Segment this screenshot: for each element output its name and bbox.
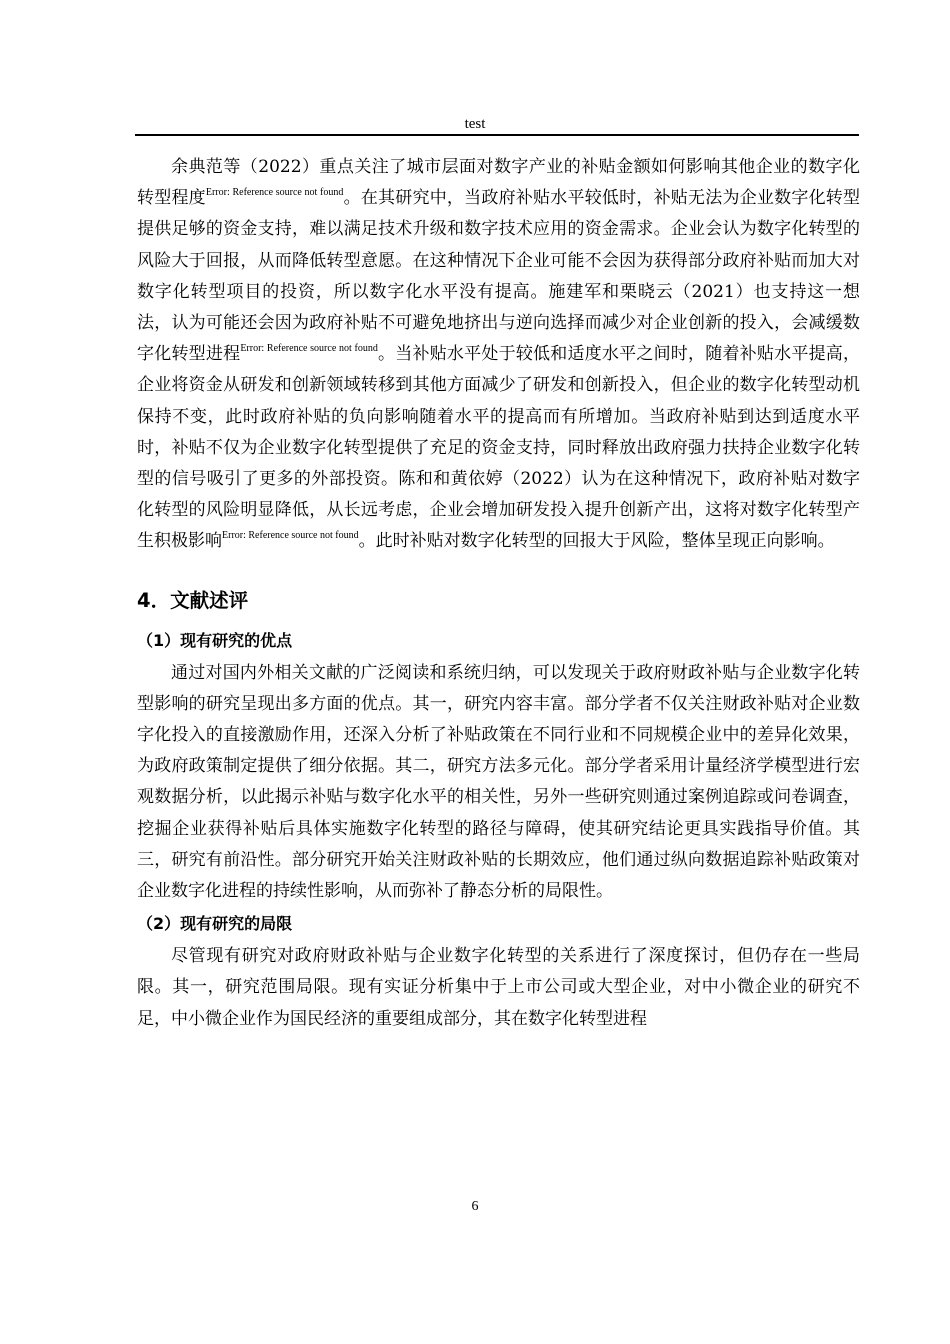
reference-error: Error: Reference source not found — [205, 187, 344, 199]
subsection-heading-strengths: （1）现有研究的优点 — [137, 630, 293, 650]
page-header-title: test — [464, 116, 486, 132]
reference-error: Error: Reference source not found — [222, 530, 359, 542]
header-rule — [135, 134, 859, 136]
subsection-heading-limitations: （2）现有研究的局限 — [137, 914, 293, 934]
document-body — [137, 152, 860, 1035]
page-number: 6 — [471, 1199, 479, 1214]
paragraph-text: 。当补贴水平处于较低和适度水平之间时，随着补贴水平提高，企业将资金从研发和创新领域转移到其他方面减少了研发和创新投入，但企业的数字化转型动机保持不变，此时政府补贴的负向影响随着水平的提高而有所增加。当政府补贴到达到适度水平时，补贴不仅为企业数字化转型提供了充足的资金支持，同时释放出政府强力扶持企业数字化转型的信号吸引了更多的外部投资。陈和和黄依婷（2022）认为在这种情况下，政府补贴对数字化转型的风险明显降低，从长远考虑，企业会增加研发投入提升创新产出，这将对数字化转型产生积极影响 — [137, 344, 861, 552]
paragraph-strengths: 通过对国内外相关文献的广泛阅读和系统归纳，可以发现关于政府财政补贴与企业数字化转型影响的研究呈现出多方面的优点。其一，研究内容丰富。部分学者不仅关注财政补贴对企业数字化投入的直接激励作用，还深入分析了补贴政策在不同行业和不同规模企业中的差异化效果，为政府政策制定提供了细分依据。其二，研究方法多元化。部分学者采用计量经济学模型进行宏观数据分析，以此揭示补贴与数字化水平的相关性，另外一些研究则通过案例追踪或问卷调查，挖掘企业获得补贴后具体实施数字化转型的路径与障碍，使其研究结论更具实践指导价值。其三，研究有前沿性。部分研究开始关注财政补贴的长期效应，他们通过纵向数据追踪补贴政策对企业数字化进程的持续性影响，从而弥补了静态分析的局限性。 — [137, 662, 860, 902]
paragraph-text: 。在其研究中，当政府补贴水平较低时，补贴无法为企业数字化转型提供足够的资金支持，难以满足技术升级和数字技术应用的资金需求。企业会认为数字化转型的风险大于回报，从而降低转型意愿。在这种情况下企业可能不会因为获得部分政府补贴而加大对数字化转型项目的投资，所以数字化水平没有提高。施建军和栗晓云（2021）也支持这一想法，认为可能还会因为政府补贴不可避免地挤出与逆向选择而减少对企业创新的投入，会减缓数字化转型进程 — [137, 188, 861, 365]
section-heading-literature-review: 4．文献述评 — [137, 588, 249, 612]
paragraph-text: 。此时补贴对数字化转型的回报大于风险，整体呈现正向影响。 — [358, 531, 835, 552]
reference-error: Error: Reference source not found — [240, 343, 378, 355]
paragraph-text: 余典范等（2022）重点关注了城市层面对数字产业的补贴金额如何影响其他企业的数字化转型程度 — [137, 157, 860, 209]
paragraph-subsidy-levels — [137, 152, 860, 558]
paragraph-limitations: 尽管现有研究对政府财政补贴与企业数字化转型的关系进行了深度探讨，但仍存在一些局限。其一，研究范围局限。现有实证分析集中于上市公司或大型企业，对中小微企业的研究不足，中小微企业作为国民经济的重要组成部分，其在数字化转型进程 — [137, 946, 860, 1029]
